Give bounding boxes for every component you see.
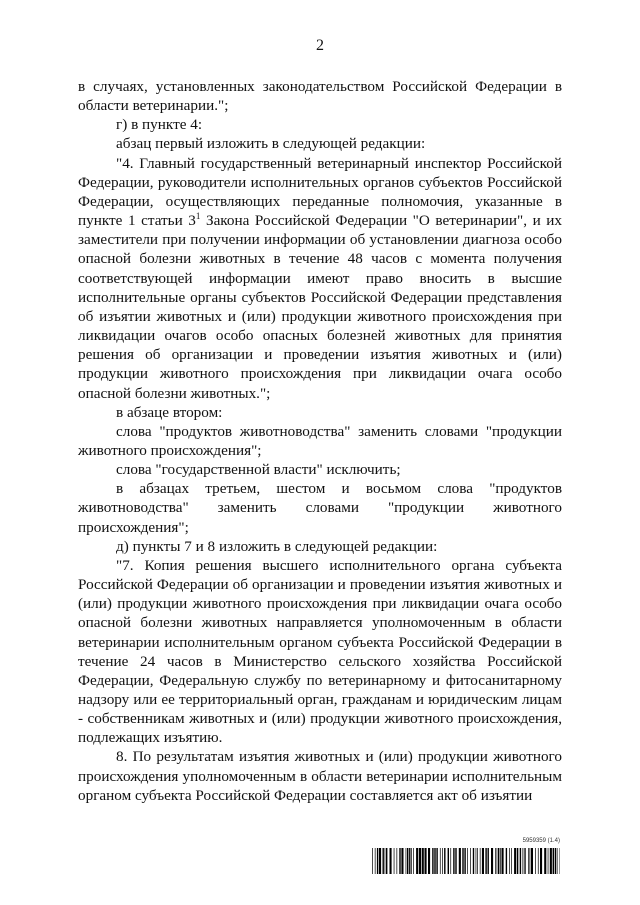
barcode-bar: [419, 848, 421, 874]
barcode-bar: [530, 848, 531, 874]
paragraph: слова "продуктов животноводства" заменить словами "продукции животного происхождения";: [78, 422, 562, 459]
barcode-bar: [464, 848, 465, 874]
barcode-bar: [386, 848, 387, 874]
barcode-bar: [540, 848, 542, 874]
barcode-bar: [411, 848, 412, 874]
barcode-bar: [495, 848, 496, 874]
barcode-bar: [394, 848, 395, 874]
barcode-bar: [480, 848, 481, 874]
barcode-bar: [524, 848, 525, 874]
barcode-graphic: [372, 848, 560, 874]
barcode-bar: [531, 848, 533, 874]
barcode-bar: [462, 848, 463, 874]
paragraph-text: Закона Российской Федерации "О ветеринарии", и их заместители при получении информации об установлении диагноза особо опасной болезни животных в течение 48 часов с момента получения соответствующей информации имеют право вносить в высшие исполнительные органы субъектов Российской Федерации представления об изъятии животных и (или) продукции животного происхождения при ликвидации очагов особо опасных болезней животных для принятия решения об организации и проведении изъятия животных и (или) продукции животного происхождения при ликвидации очага особо опасной болезни животных.";: [78, 212, 562, 402]
barcode-bar: [409, 848, 410, 874]
barcode-bar: [450, 848, 451, 874]
page-number: 2: [316, 37, 324, 54]
barcode-bar: [407, 848, 408, 874]
barcode-bar: [444, 848, 445, 874]
barcode-bar: [390, 848, 392, 874]
barcode-bar: [440, 848, 441, 874]
barcode-bar: [470, 848, 471, 874]
document-body: [78, 77, 562, 805]
paragraph: абзац первый изложить в следующей редакции:: [116, 135, 426, 153]
barcode-bar: [506, 848, 507, 874]
paragraph: в случаях, установленных законодательством Российской Федерации в области ветеринарии.";: [78, 78, 562, 115]
barcode-bar: [491, 848, 493, 874]
barcode-bar: [525, 848, 526, 874]
paragraph: в абзацах третьем, шестом и восьмом слова "продуктов животноводства" заменить словами "продукции животного происхождения";: [78, 480, 562, 536]
barcode-bar: [502, 848, 504, 874]
barcode-bar: [485, 848, 486, 874]
barcode-bar: [432, 848, 433, 874]
barcode-bar: [397, 848, 398, 874]
barcode-bar: [467, 848, 468, 874]
barcode-bar: [455, 848, 456, 874]
barcode-bar: [520, 848, 521, 874]
barcode-bar: [425, 848, 427, 874]
barcode-bar: [528, 848, 529, 874]
barcode-bar: [375, 848, 376, 874]
paragraph-item-8: 8. По результатам изъятия животных и (или) продукции животного происхождения уполномоченным в области ветеринарии исполнительным органом субъекта Российской Федерации составляется акт об изъятии: [78, 748, 562, 804]
barcode-bar: [555, 848, 556, 874]
barcode-bar: [535, 848, 536, 874]
barcode-bar: [428, 848, 430, 874]
barcode-bar: [476, 848, 477, 874]
barcode-bar: [523, 848, 524, 874]
barcode-bar: [550, 848, 552, 874]
barcode-bar: [416, 848, 418, 874]
superscript: 1: [195, 211, 201, 222]
barcode-bar: [544, 848, 546, 874]
barcode-bar: [511, 848, 512, 874]
barcode-bar: [399, 848, 400, 874]
barcode-bar: [473, 848, 474, 874]
barcode-bar: [436, 848, 437, 874]
barcode-bar: [379, 848, 381, 874]
barcode-bar: [448, 848, 449, 874]
barcode-bar: [413, 848, 414, 874]
barcode-bar: [422, 848, 424, 874]
barcode-bar: [459, 848, 461, 874]
barcode-bar: [553, 848, 554, 874]
barcode-bar: [377, 848, 378, 874]
barcode-bar: [498, 848, 499, 874]
barcode-block: [372, 838, 560, 876]
barcode-bar: [383, 848, 384, 874]
paragraph-item-4: [78, 154, 562, 403]
barcode-bar: [453, 848, 454, 874]
barcode-bar: [509, 848, 510, 874]
paragraph-item-7: "7. Копия решения высшего исполнительного органа субъекта Российской Федерации об организации и проведении изъятия животных и (или) продукции животного происхождения при ликвидации очага особо опасной болезни животных направляется уполномоченным в области ветеринарии исполнительным органом субъекта Российской Федерации в течение 24 часов в Министерство сельского хозяйства Российской Федерации, Федеральную службу по ветеринарному и фитосанитарному надзору или ее территориальный орган, гражданам и юридическим лицам - собственникам животных и (или) продукции животного происхождения, подлежащих изъятию.: [78, 556, 562, 747]
barcode-bar: [538, 848, 539, 874]
barcode-bar: [406, 848, 407, 874]
barcode-bar: [557, 848, 558, 874]
barcode-bar: [517, 848, 518, 874]
barcode-code: 5959359 (1.4): [522, 838, 560, 844]
paragraph: в абзаце втором:: [116, 403, 223, 421]
barcode-bar: [434, 848, 435, 874]
paragraph: слова "государственной власти" исключить;: [116, 461, 401, 479]
barcode-bar: [477, 848, 478, 874]
barcode-bar: [514, 848, 516, 874]
paragraph: д) пункты 7 и 8 изложить в следующей редакции:: [116, 537, 438, 555]
barcode-bar: [442, 848, 443, 874]
barcode-bar: [548, 848, 549, 874]
barcode-bar: [497, 848, 498, 874]
barcode-bar: [488, 848, 489, 874]
barcode-bar: [372, 848, 373, 874]
paragraph: г) в пункте 4:: [116, 116, 203, 134]
barcode-bar: [401, 848, 403, 874]
barcode-bar: [385, 848, 386, 874]
paragraph-text: "4. Главный государственный ветеринарный инспектор Российской Федерации, руководители исполнительных органов субъектов Российской Федерации, осуществляющих переданные полномочия, указанные в пункте 1 статьи 3: [78, 154, 562, 230]
barcode-bar: [482, 848, 484, 874]
barcode-bar: [500, 848, 501, 874]
